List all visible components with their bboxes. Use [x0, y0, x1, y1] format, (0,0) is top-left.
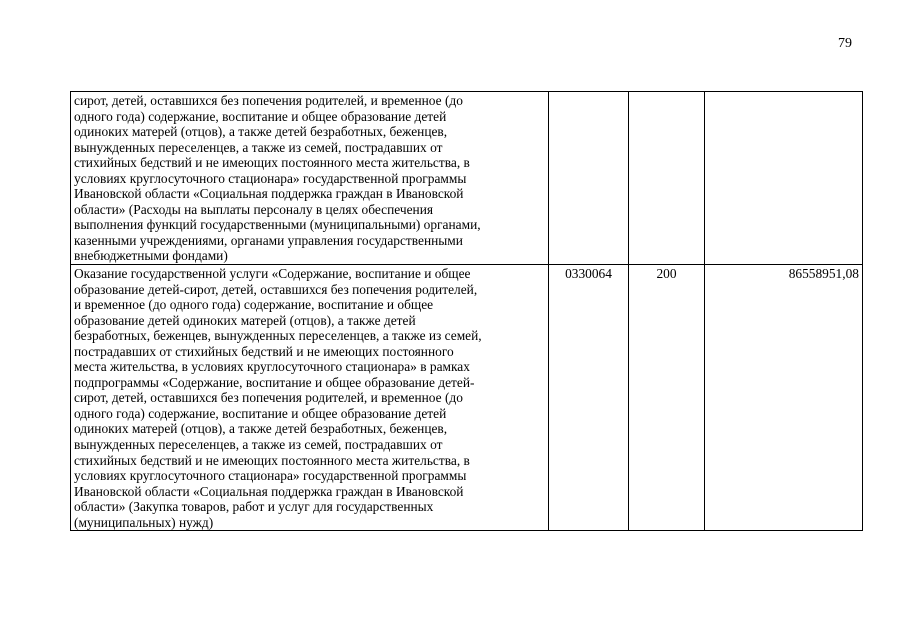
description-line: одного года) содержание, воспитание и общее образование детей: [74, 108, 447, 124]
description-line: области» (Расходы на выплаты персоналу в целях обеспечения: [74, 201, 434, 217]
description-line: пострадавших от стихийных бедствий и не имеющих постоянного: [74, 343, 454, 359]
page-number: 79: [838, 36, 852, 51]
description-line: одного года) содержание, воспитание и общее образование детей: [74, 405, 447, 421]
description-line: условиях круглосуточного стационара» государственной программы: [74, 468, 467, 484]
description-line: одиноких матерей (отцов), а также детей безработных, беженцев,: [74, 124, 448, 140]
row-amount: [705, 92, 863, 265]
row-amount: 86558951,08: [705, 265, 863, 531]
description-line: Оказание государственной услуги «Содержание, воспитание и общее: [74, 266, 471, 282]
row-target-code: 0330064: [549, 265, 629, 531]
description-line: условиях круглосуточного стационара» государственной программы: [74, 170, 467, 186]
description-line: выполнения функций государственными (муниципальными) органами,: [74, 217, 481, 233]
budget-table: [70, 91, 863, 531]
description-line: и временное (до одного года) содержание, воспитание и общее: [74, 297, 434, 313]
description-line: безработных, беженцев, вынужденных переселенцев, а также из семей,: [74, 328, 482, 344]
description-line: образование детей-сирот, детей, оставшихся без попечения родителей,: [74, 281, 478, 297]
description-line: Ивановской области «Социальная поддержка граждан в Ивановской: [74, 186, 464, 202]
description-line: образование детей одиноких матерей (отцов), а также детей: [74, 312, 416, 328]
description-line: подпрограммы «Содержание, воспитание и общее образование детей-: [74, 374, 475, 390]
description-line: казенными учреждениями, органами управления государственными: [74, 232, 463, 248]
description-line: области» (Закупка товаров, работ и услуг для государственных: [74, 499, 434, 515]
description-line: вынужденных переселенцев, а также из семей, пострадавших от: [74, 437, 443, 453]
description-line: стихийных бедствий и не имеющих постоянного места жительства, в: [74, 452, 470, 468]
row-expense-type: 200: [629, 265, 705, 531]
row-description: [71, 92, 549, 265]
row-description: [71, 265, 549, 531]
description-line: одиноких матерей (отцов), а также детей безработных, беженцев,: [74, 421, 448, 437]
table-row: [71, 265, 863, 531]
description-line: внебюджетными фондами): [74, 248, 228, 264]
description-line: стихийных бедствий и не имеющих постоянного места жительства, в: [74, 155, 470, 171]
description-line: сирот, детей, оставшихся без попечения родителей, и временное (до: [74, 390, 463, 406]
row-expense-type: [629, 92, 705, 265]
description-line: Ивановской области «Социальная поддержка граждан в Ивановской: [74, 483, 464, 499]
description-line: сирот, детей, оставшихся без попечения родителей, и временное (до: [74, 93, 463, 108]
row-target-code: [549, 92, 629, 265]
description-line: места жительства, в условиях круглосуточного стационара» в рамках: [74, 359, 470, 375]
table-row: [71, 92, 863, 265]
description-line: (муниципальных) нужд): [74, 514, 214, 530]
description-line: вынужденных переселенцев, а также из семей, пострадавших от: [74, 139, 443, 155]
